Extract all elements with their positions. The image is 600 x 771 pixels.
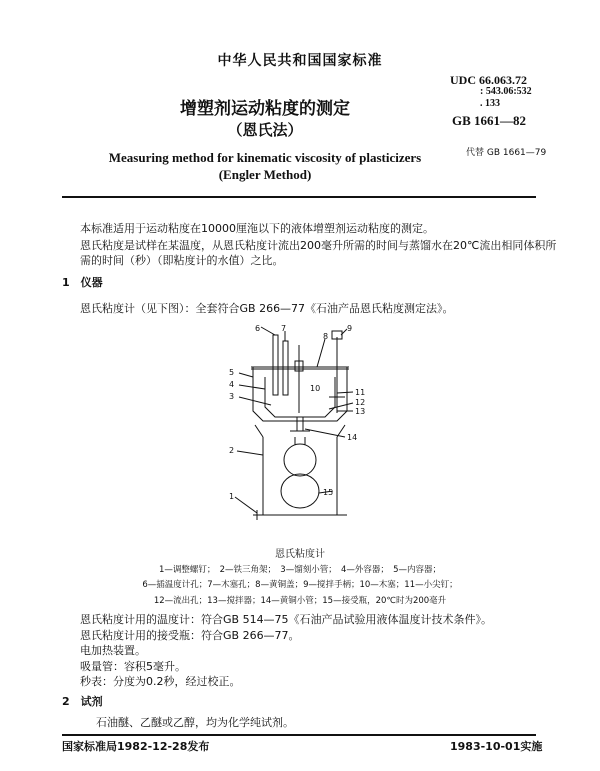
label-10: 10 <box>310 384 321 393</box>
leader-3-shape <box>239 397 271 405</box>
inner-container-shape <box>265 377 335 417</box>
stopwatch-line: 秒表：分度为0.2秒，经过校正。 <box>80 675 241 688</box>
engler-viscometer-diagram <box>215 325 385 525</box>
section-2-heading: 2 试剂 <box>62 695 103 708</box>
receiver-line: 恩氏粘度计用的接受瓶：符合GB 266—77。 <box>80 629 300 642</box>
definition-line-1: 恩氏粘度是试样在某温度，从恩氏粘度计流出200毫升所需的时间与蒸馏水在20℃流出相同体积所 <box>80 239 557 252</box>
leader-2-shape <box>237 451 263 455</box>
issued-date: 国家标准局1982-12-28发布 <box>62 740 210 753</box>
figure-caption: 恩氏粘度计 <box>275 549 325 560</box>
gb-code: GB 1661—82 <box>452 113 527 128</box>
label-6: 6 <box>255 325 261 333</box>
label-5: 5 <box>229 368 235 377</box>
english-title: Measuring method for kinematic viscosity of plasticizers <box>108 150 422 165</box>
leader-5-shape <box>239 373 253 377</box>
flask-lower-bulb-shape <box>281 474 319 508</box>
label-14: 14 <box>347 433 358 442</box>
label-1: 1 <box>229 492 235 501</box>
leader-14-shape <box>305 429 345 437</box>
instrument-line: 恩氏粘度计（见下图）：全套符合GB 266—77《石油产品恩氏粘度测定法》。 <box>80 302 454 315</box>
effective-date: 1983-10-01实施 <box>450 740 543 753</box>
figure-legend-line-1: 1—调整螺钉； 2—铁三角架； 3—馏刻小管； 4—外容器； 5—内容器； <box>158 565 442 575</box>
english-subtitle: (Engler Method) <box>218 167 312 182</box>
outflow-tube-shape <box>297 417 303 431</box>
thermometer-mid-shape <box>283 341 288 395</box>
udc-line-3: . 133 <box>480 98 500 109</box>
standard-subtitle: （恩氏法） <box>227 121 303 139</box>
leader-4-shape <box>239 385 265 389</box>
figure-legend-line-2: 6—插温度计孔；7—木塞孔；8—黄铜盖；9—搅拌手柄；10—木塞；11—小尖钉； <box>142 580 458 590</box>
outer-container-shape <box>253 367 347 421</box>
label-7: 7 <box>281 325 287 333</box>
label-8: 8 <box>323 332 329 341</box>
label-3: 3 <box>229 392 235 401</box>
leader-1-shape <box>235 497 257 513</box>
pipette-line: 吸量管：容积5毫升。 <box>80 660 186 673</box>
heater-line: 电加热装置。 <box>80 644 146 657</box>
udc-line-2: : 543.06:532 <box>480 86 532 97</box>
thermometer-left-shape <box>273 335 278 395</box>
leader-12-shape <box>329 403 353 409</box>
flask-upper-bulb-shape <box>284 444 316 476</box>
intro-paragraph: 本标准适用于运动粘度在10000厘沲以下的液体增塑剂运动粘度的测定。 <box>80 222 434 235</box>
footer-divider <box>62 734 536 736</box>
label-15: 15 <box>323 488 334 497</box>
standard-title: 增塑剂运动粘度的测定 <box>180 99 350 119</box>
header-divider <box>62 196 536 198</box>
reagents-line: 石油醚、乙醚或乙醇，均为化学纯试剂。 <box>96 716 294 729</box>
label-9: 9 <box>347 325 353 333</box>
section-1-heading: 1 仪器 <box>62 276 103 289</box>
leader-8-shape <box>317 339 325 367</box>
udc-line-1: UDC 66.063.72 <box>450 73 527 87</box>
replaces-note: 代替 GB 1661—79 <box>466 148 547 158</box>
label-2: 2 <box>229 446 235 455</box>
label-11: 11 <box>355 388 366 397</box>
definition-line-2: 需的时间（秒）（即粘度计的水值）之比。 <box>80 254 284 267</box>
label-4: 4 <box>229 380 235 389</box>
figure-legend-line-3: 12—流出孔；13—搅拌器；14—黄铜小管；15—接受瓶，20℃时为200毫升 <box>153 596 447 606</box>
country-heading: 中华人民共和国国家标准 <box>217 53 383 69</box>
thermometer-line: 恩氏粘度计用的温度计：符合GB 514—75《石油产品试验用液体温度计技术条件》。 <box>80 613 493 626</box>
label-12: 12 <box>355 398 366 407</box>
leader-11-shape <box>337 392 353 393</box>
tripod-leg-left-shape <box>255 425 263 437</box>
udc-code <box>450 74 532 110</box>
label-13: 13 <box>355 407 366 416</box>
leader-6-shape <box>261 327 275 335</box>
